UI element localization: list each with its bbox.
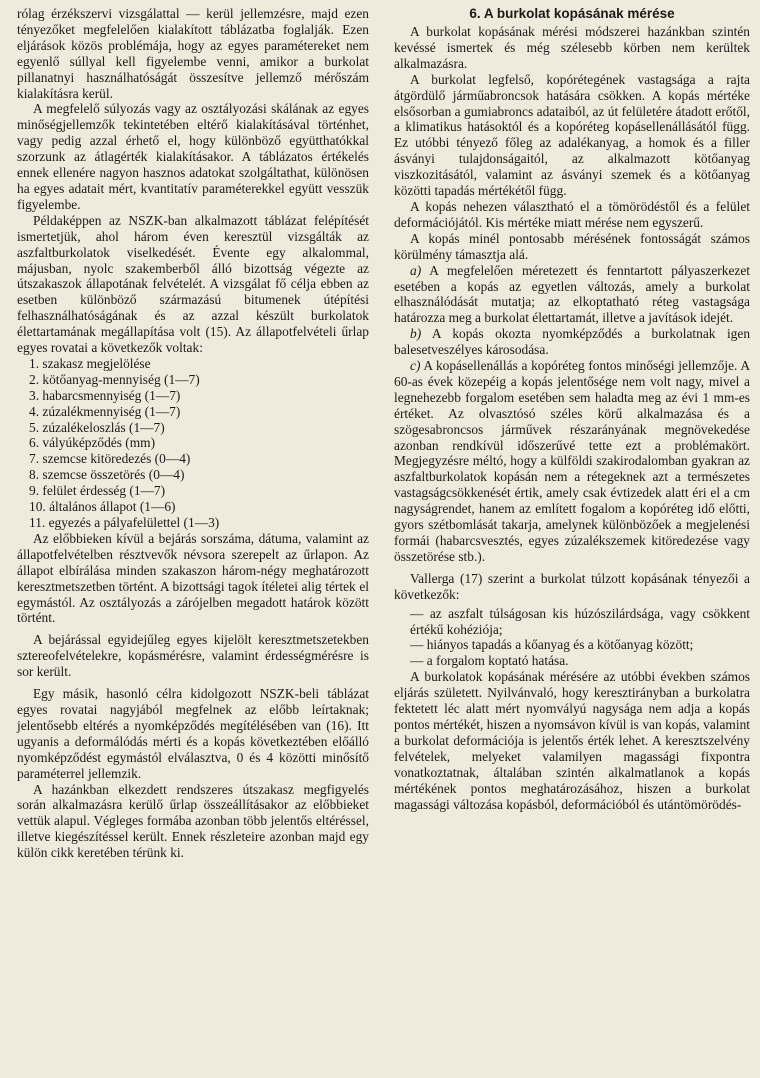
paragraph xyxy=(394,326,750,358)
list-item: 2. kötőanyag-mennyiség (1—7) xyxy=(29,371,200,387)
list-item: 7. szemcse kitöredezés (0—4) xyxy=(29,451,191,467)
list-item: 4. zúzalékmennyiség (1—7) xyxy=(29,403,181,419)
survey-form-list xyxy=(29,356,369,531)
paragraph-text: A kopásellenállás a kopóréteg fontos minőségi jellemzője. A 60-as évek közepéig a kopás jelentősége nem volt nagy, mivel a legnehezebb forgalom esetében sem haladta meg az évi 1 mm-es értéket. Az olvasztósó széles körű alkalmazása és a szögesabroncsos járművek részarányának megnövekedése azonban rendkívül időszerűvé tette ezt a problémakört. Megjegyzésre méltó, hogy a külföldi szakirodalomban gyakran az aszfaltburkolatok kopásán nem a rétegeknek azt a természetes vastagságcsökkenését értik, amely csak évtizedek alatt éri el a cm nagyságrendet, hanem az említett fogalom a kopóréteg idő előtti, gyors szétbomlását takarja, amelynek különbözőek a megjelenési formái (habarcsvesztés, egyes zúzalékszemek kitöredezése vagy összetörése stb.). xyxy=(394,358,750,564)
list-item: 8. szemcse összetörés (0—4) xyxy=(29,467,185,483)
paragraph-text: A kopás okozta nyomképződés a burkolatnak igen balesetveszélyes károsodása. xyxy=(394,326,751,358)
paragraph-text: A megfelelően méretezett és fenntartott pályaszerkezet esetében a kopás az egyetlen változás, amely a burkolat elhasználódását mutatja; az elkoptatható réteg vastagsága határozza meg a burkolat élettartamát, illetve a javítások idejét. xyxy=(394,262,750,326)
list-item: 3. habarcsmennyiség (1—7) xyxy=(29,387,181,403)
paragraph: A kopás minél pontosabb mérésének fontosságát számos körülmény támasztja alá. xyxy=(394,230,750,262)
paragraph xyxy=(394,263,750,327)
list-item: 6. vályúképződés (mm) xyxy=(29,435,156,451)
section-heading: 6. A burkolat kopásának mérése xyxy=(469,6,675,21)
paragraph: A megfelelő súlyozás vagy az osztályozási skálának az egyes minőségjellemzők tekintetében eltérő kialakításával történhet, vagy pedig azzal érhető el, hogy különböző együtthatókkal szorzunk az átlagérték kialakításakor. A táblázatos értékelés ennek ellenére nagyon hasznos adatokat szolgáltathat, különösen ha egyes adatait mért, kvantitatív paraméterekkel együtt vesszük figyelembe. xyxy=(17,101,369,212)
dash-list-item: — az aszfalt túlságosan kis húzószilárdsága, vagy csökkent értékű kohéziója; xyxy=(410,605,750,637)
paragraph: A kopás nehezen választható el a tömörödéstől és a felület deformációjától. Kis mértéke miatt mérése nem egyszerű. xyxy=(394,198,750,230)
paragraph: A bejárással egyidejűleg egyes kijelölt keresztmetszetekben sztereofelvételekre, kopásmérésre, valamint érdességmérésre is sor került. xyxy=(17,632,369,680)
list-item: 10. általános állapot (1—6) xyxy=(29,499,176,515)
list-item: 5. zúzalékeloszlás (1—7) xyxy=(29,419,165,435)
list-marker: b) xyxy=(410,326,422,342)
list-item: 1. szakasz megjelölése xyxy=(29,355,151,371)
left-column xyxy=(17,6,369,861)
list-item: 9. felület érdesség (1—7) xyxy=(29,483,166,499)
dash-list-item: — a forgalom koptató hatása. xyxy=(410,653,569,669)
paragraph xyxy=(394,358,750,565)
list-marker: a) xyxy=(410,262,422,278)
paragraph: rólag érzékszervi vizsgálattal — kerül jellemzésre, majd ezen tényezőket megfelelően kialakított táblázatba foglalják. Ezen eljárások közös problémája, hogy az egyes paramétereket nem egyenlő súllyal kell figyelembe venni, amikor a burkolat pillanatnyi használhatóságát összesítve jellemző mérőszám kialakításra kerül. xyxy=(17,6,369,101)
right-column xyxy=(394,6,750,812)
paragraph: Egy másik, hasonló célra kidolgozott NSZK-beli táblázat egyes rovatai nagyjából megfelnek az előbb leírtaknak; jelentősebb eltérés a nyomképződés megítélésében van (16). Itt ugyanis a deformálódás mérti és a kopás következtében előálló nyomképződést egymástól elválasztva, 0 és 4 közötti minősítő paraméterrel jellemzik. xyxy=(17,686,369,781)
paragraph: Vallerga (17) szerint a burkolat túlzott kopásának tényezői a következők: xyxy=(394,570,750,602)
list-item: 11. egyezés a pályafelülettel (1—3) xyxy=(29,515,220,530)
list-marker: c) xyxy=(410,358,421,374)
paragraph: A burkolat legfelső, kopórétegének vastagsága a rajta átgördülő járműabroncsok hatására csökken. A kopás mértéke elsősorban a gumiabroncs adataiból, az út felületére átadott erőtől, a klimatikus hatásoktól és a kopóréteg kopásellenállásától függ. Ez utóbbi tényező főleg az adalékanyag, a homok és a filler ásványi tulajdonságaitól, az alkalmazott kötőanyag viszkozitásától, valamint az ásványi szemek és a kötőanyag közötti tapadás mértékétől függ. xyxy=(394,71,750,199)
paragraph: A burkolat kopásának mérési módszerei hazánkban szintén kevéssé ismertek és még szélesebb körben nem kerültek alkalmazásra. xyxy=(394,24,750,71)
paragraph: Példaképpen az NSZK-ban alkalmazott táblázat felépítését ismertetjük, ahol három éven keresztül vizsgálták az aszfaltburkolatok viselkedését. Évente egy alkalommal, májusban, nyolc szakemberből álló bizottság végezte az útszakaszok állapotának felvételét. A vizsgálat fő célja ebben az esetben különböző származású bitumenek útépítési felhasználhatóságának és az azzal készült burkolatok élettartamának megállapítása volt (15). Az állapotfelvételi űrlap egyes rovatai a következők voltak: xyxy=(17,212,369,356)
dash-list-item: — hiányos tapadás a kőanyag és a kötőanyag között; xyxy=(410,637,694,653)
paragraph: A hazánkban elkezdett rendszeres útszakasz megfigyelés során alkalmazásra kerülő űrlap összeállításakor az előbbieket vettük alapul. Végleges formába azonban több jelentős eltéréssel, illetve kiegészítéssel került. Ennek részleteire azonban majd egy külön cikk keretében térünk ki. xyxy=(17,781,369,861)
paragraph: A burkolatok kopásának mérésére az utóbbi években számos eljárás született. Nyilvánvaló, hogy keresztirányban a burkolatra fektetett léc alatt mért nyomvályú nagysága nem adja a kopás pontos mértékét, hiszen a nyomsávon kívül is van kopás, valamint a burkolat deformációja is jelentős érték lehet. A keresztszelvény felvételek, melyeket valamilyen magassági fixpontra vonatkoztatnak, általában szintén alkalmatlanok a kopás mértékének pontos meghatározásához, hiszen a burkolat magassági változása kopásból, deformációból és utántömörödés- xyxy=(394,669,750,812)
paragraph: Az előbbieken kívül a bejárás sorszáma, dátuma, valamint az állapotfelvételben résztvevők névsora szerepelt az űrlapon. Az állapot elbírálása minden szakaszon három-négy meghatározott keresztmetszetben történt. A bizottsági tagok ítéletei alig tértek el egymástól. Az osztályozás a zárójelben megadott határok között történt. xyxy=(17,530,369,626)
